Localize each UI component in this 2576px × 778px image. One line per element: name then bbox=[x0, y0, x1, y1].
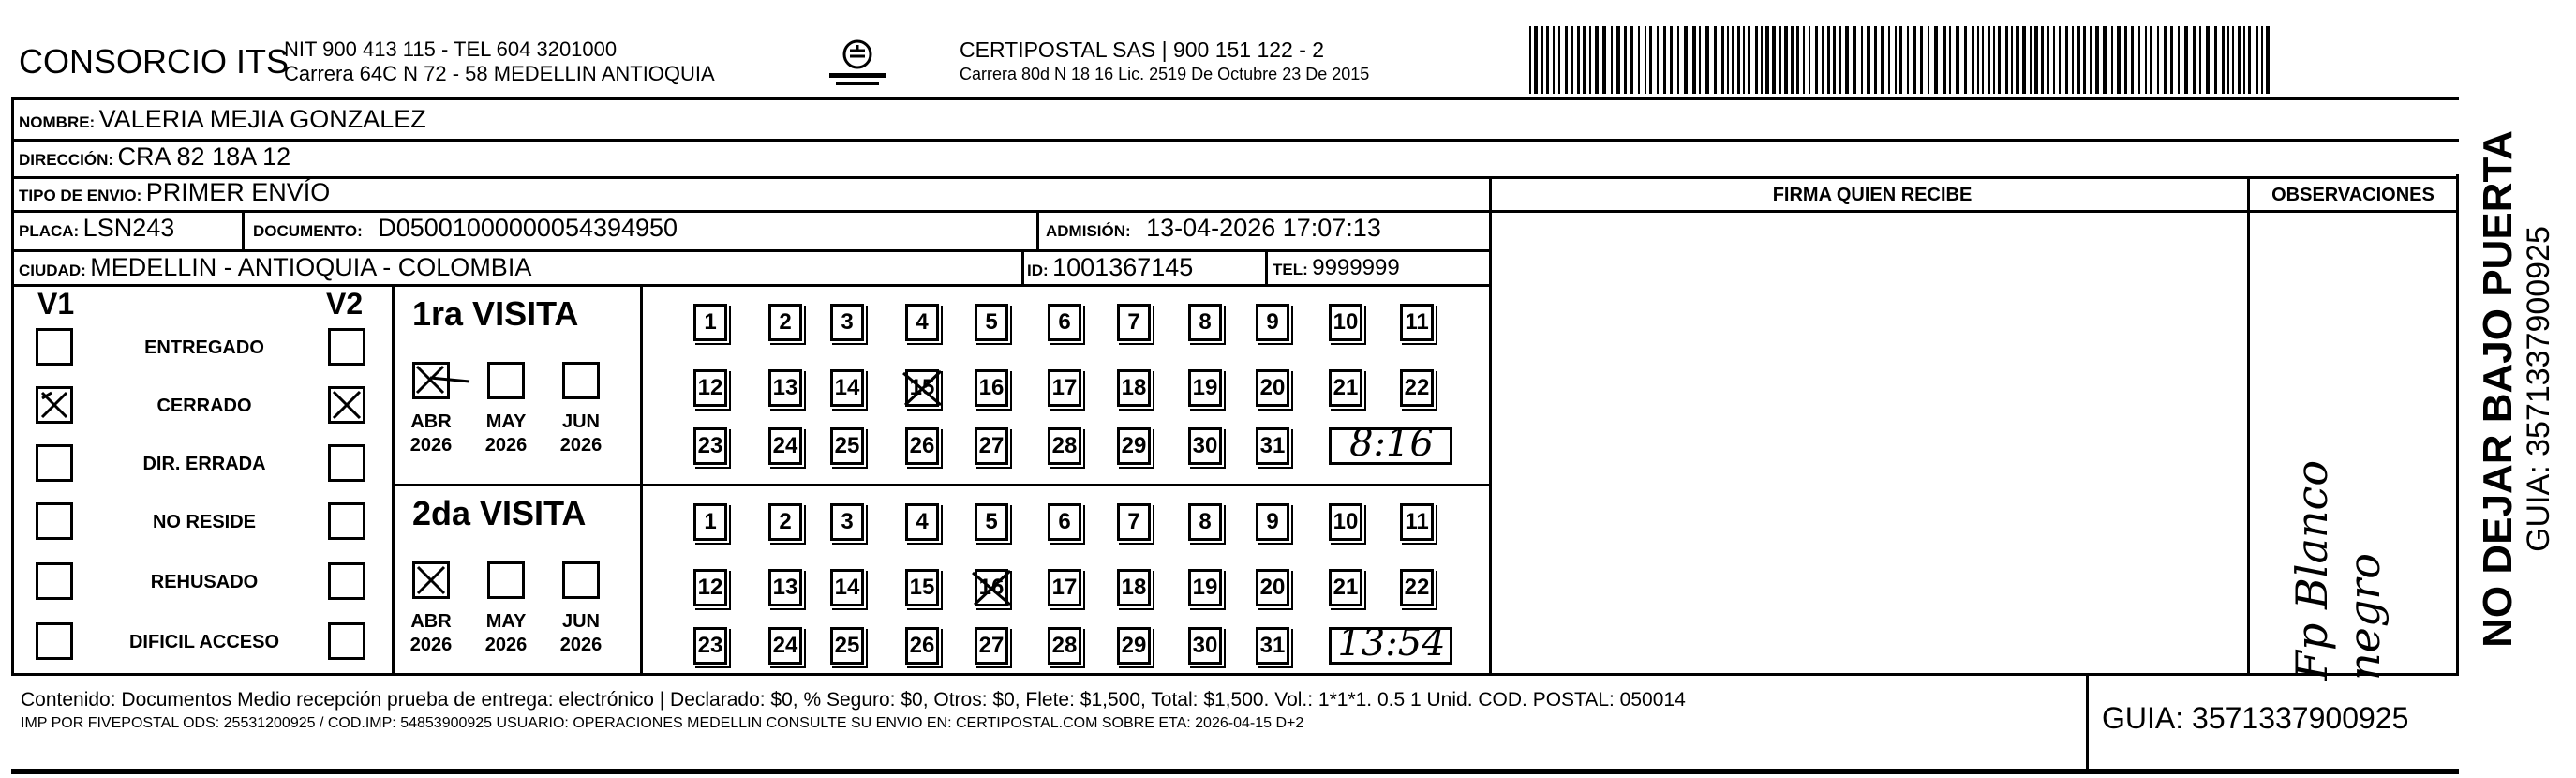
v2-checkbox[interactable] bbox=[328, 502, 365, 540]
v2-header: V2 bbox=[326, 287, 364, 321]
v2-checkbox[interactable] bbox=[328, 444, 365, 482]
barcode-bar bbox=[2059, 26, 2061, 94]
barcode-bar bbox=[1755, 26, 1758, 94]
v1-checkbox[interactable] bbox=[36, 444, 73, 482]
day-box[interactable]: 30 bbox=[1188, 627, 1222, 665]
day-box[interactable]: 21 bbox=[1329, 569, 1362, 606]
barcode-bar bbox=[1928, 26, 1929, 94]
barcode-bar bbox=[1583, 26, 1586, 94]
month-checkbox[interactable] bbox=[412, 362, 450, 399]
barcode-bar bbox=[1822, 26, 1824, 94]
barcode-bar bbox=[1853, 26, 1856, 94]
barcode-bar bbox=[1589, 26, 1591, 94]
barcode-bar bbox=[2238, 26, 2241, 94]
barcode-bar bbox=[1705, 26, 1709, 94]
day-box[interactable]: 2 bbox=[768, 304, 802, 341]
status-label: DIFICIL ACCESO bbox=[128, 632, 279, 652]
day-box[interactable]: 10 bbox=[1329, 304, 1362, 341]
barcode-bar bbox=[1949, 26, 1951, 94]
day-box[interactable]: 8 bbox=[1188, 503, 1222, 541]
barcode-bar bbox=[1553, 26, 1555, 94]
visit-time: 8:16 bbox=[1349, 422, 1434, 465]
month-label: MAY 2026 bbox=[484, 411, 528, 456]
day-box[interactable]: 2 bbox=[768, 503, 802, 541]
v2-checkbox[interactable] bbox=[328, 328, 365, 366]
day-box[interactable]: 18 bbox=[1117, 369, 1151, 407]
barcode-bar bbox=[1809, 26, 1810, 94]
day-box[interactable]: 3 bbox=[830, 503, 864, 541]
barcode-bar bbox=[2266, 26, 2270, 94]
side-text bbox=[2464, 112, 2568, 666]
barcode-bar bbox=[1998, 26, 2001, 94]
ciudad-cell bbox=[19, 253, 531, 282]
day-cross-mark bbox=[898, 367, 946, 413]
day-box[interactable]: 19 bbox=[1188, 569, 1222, 606]
tipo-envio-row bbox=[19, 178, 330, 207]
day-box[interactable]: 18 bbox=[1117, 569, 1151, 606]
day-box[interactable]: 26 bbox=[905, 627, 939, 665]
day-box[interactable]: 7 bbox=[1117, 503, 1151, 541]
company-name: CONSORCIO ITS bbox=[19, 42, 290, 81]
barcode-bar bbox=[1737, 26, 1740, 94]
day-box[interactable]: 3 bbox=[830, 304, 864, 341]
barcode-bar bbox=[1833, 26, 1836, 94]
visit-title: 2da VISITA bbox=[412, 494, 587, 532]
day-box[interactable]: 12 bbox=[693, 369, 727, 407]
carrier-address: Carrera 80d N 18 16 Lic. 2519 De Octubre 23 De 2015 bbox=[960, 65, 1370, 83]
barcode-bar bbox=[2090, 26, 2092, 94]
status-label: DIR. ERRADA bbox=[142, 454, 266, 474]
day-box[interactable]: 9 bbox=[1256, 304, 1289, 341]
day-box[interactable]: 22 bbox=[1400, 569, 1434, 606]
month-label: JUN 2026 bbox=[559, 611, 603, 655]
barcode-bar bbox=[1861, 26, 1863, 94]
barcode-bar bbox=[1796, 26, 1799, 94]
barcode-bar bbox=[1943, 26, 1946, 94]
month-label: JUN 2026 bbox=[559, 411, 603, 456]
status-label: ENTREGADO bbox=[144, 337, 264, 358]
day-box[interactable]: 24 bbox=[768, 627, 802, 665]
placa-label: PLACA: bbox=[19, 222, 80, 240]
admision-label: ADMISIÓN: bbox=[1046, 222, 1131, 240]
barcode-bar bbox=[1602, 26, 1606, 94]
barcode-bar bbox=[2232, 26, 2234, 94]
status-label: NO RESIDE bbox=[152, 512, 257, 532]
barcode-bar bbox=[1964, 26, 1967, 94]
barcode-bar bbox=[1956, 26, 1959, 94]
barcode-bar bbox=[1772, 26, 1776, 94]
v1-checkbox[interactable] bbox=[36, 562, 73, 600]
observation-handwriting bbox=[2254, 375, 2441, 681]
day-box[interactable]: 11 bbox=[1400, 304, 1434, 341]
barcode-bar bbox=[1645, 26, 1646, 94]
barcode-bar bbox=[2145, 26, 2147, 94]
barcode bbox=[1526, 26, 2275, 94]
barcode-bar bbox=[2150, 26, 2152, 94]
day-box[interactable]: 17 bbox=[1048, 569, 1081, 606]
barcode-bar bbox=[1845, 26, 1849, 94]
direccion-label: DIRECCIÓN: bbox=[19, 151, 114, 169]
barcode-bar bbox=[2077, 26, 2080, 94]
day-box[interactable]: 10 bbox=[1329, 503, 1362, 541]
month-label: MAY 2026 bbox=[484, 611, 528, 655]
month-checkbox[interactable] bbox=[562, 561, 600, 599]
day-box[interactable]: 15 bbox=[905, 369, 939, 407]
barcode-bar bbox=[2131, 26, 2134, 94]
barcode-bar bbox=[2005, 26, 2008, 94]
direccion-value: CRA 82 18A 12 bbox=[117, 142, 291, 171]
barcode-bar bbox=[1899, 26, 1902, 94]
v1-checkbox[interactable] bbox=[36, 502, 73, 540]
barcode-bar bbox=[2193, 26, 2196, 94]
day-box[interactable]: 12 bbox=[693, 569, 727, 606]
barcode-bar bbox=[1684, 26, 1688, 94]
barcode-bar bbox=[2065, 26, 2068, 94]
barcode-bar bbox=[1934, 26, 1938, 94]
barcode-bar bbox=[2103, 26, 2107, 94]
barcode-bar bbox=[1649, 26, 1652, 94]
month-label: ABR 2026 bbox=[409, 411, 453, 456]
day-box[interactable]: 11 bbox=[1400, 503, 1434, 541]
tipo-envio-label: TIPO DE ENVIO: bbox=[19, 187, 142, 204]
barcode-bar bbox=[1714, 26, 1717, 94]
day-box[interactable]: 1 bbox=[693, 503, 727, 541]
v1-checkbox[interactable] bbox=[36, 622, 73, 660]
barcode-bar bbox=[2164, 26, 2167, 94]
day-box[interactable]: 6 bbox=[1048, 503, 1081, 541]
barcode-bar bbox=[2206, 26, 2210, 94]
footer-guia: GUIA: 3571337900925 bbox=[2102, 701, 2409, 735]
v2-checkbox[interactable] bbox=[328, 622, 365, 660]
day-box[interactable]: 20 bbox=[1256, 369, 1289, 407]
barcode-bar bbox=[2199, 26, 2201, 94]
barcode-bar bbox=[1630, 26, 1633, 94]
footer-line2: IMP POR FIVEPOSTAL ODS: 25531200925 / COD.IMP: 54853900925 USUARIO: OPERACIONES MEDELLIN CONSULTE SU ENVIO EN: CERTIPOSTAL.COM SOBRE ETA: 2026-04-15 D+2 bbox=[21, 715, 1304, 731]
month-label: ABR 2026 bbox=[409, 611, 453, 655]
company-nit: NIT 900 413 115 - TEL 604 3201000 bbox=[284, 37, 618, 61]
barcode-bar bbox=[2178, 26, 2180, 94]
status-label: CERRADO bbox=[156, 396, 252, 416]
barcode-bar bbox=[2111, 26, 2113, 94]
day-box[interactable]: 5 bbox=[975, 304, 1008, 341]
month-checkbox[interactable] bbox=[562, 362, 600, 399]
barcode-bar bbox=[1721, 26, 1724, 94]
day-box[interactable]: 21 bbox=[1329, 369, 1362, 407]
barcode-bar bbox=[2047, 26, 2049, 94]
barcode-bar bbox=[1982, 26, 1984, 94]
day-box[interactable]: 31 bbox=[1256, 627, 1289, 665]
visit-title: 1ra VISITA bbox=[412, 294, 579, 333]
barcode-bar bbox=[2124, 26, 2127, 94]
footer-line1: Contenido: Documentos Medio recepción prueba de entrega: electrónico | Declarado: $0, % Seguro: $0, Otros: $0, Flete: $1,500, Total: $1,500. Vol.: 1*1*1. 0.5 1 Unid. COD. POSTAL: 050014 bbox=[21, 689, 1686, 711]
barcode-bar bbox=[1779, 26, 1781, 94]
status-label: REHUSADO bbox=[150, 572, 259, 592]
side-guia: GUIA: 3571337900925 bbox=[2521, 226, 2556, 552]
day-box[interactable]: 28 bbox=[1048, 627, 1081, 665]
barcode-bar bbox=[1839, 26, 1841, 94]
day-box[interactable]: 16 bbox=[975, 369, 1008, 407]
day-box[interactable]: 27 bbox=[975, 427, 1008, 465]
documento-cell bbox=[253, 214, 678, 243]
day-box[interactable]: 22 bbox=[1400, 369, 1434, 407]
barcode-bar bbox=[1541, 26, 1543, 94]
documento-label: DOCUMENTO: bbox=[253, 222, 363, 240]
barcode-bar bbox=[2117, 26, 2121, 94]
day-box[interactable]: 29 bbox=[1117, 427, 1151, 465]
day-box[interactable]: 14 bbox=[830, 369, 864, 407]
barcode-bar bbox=[1765, 26, 1769, 94]
barcode-bar bbox=[1977, 26, 1979, 94]
day-box[interactable]: 24 bbox=[768, 427, 802, 465]
day-box[interactable]: 23 bbox=[693, 427, 727, 465]
barcode-bar bbox=[2214, 26, 2217, 94]
admision-cell bbox=[1046, 214, 1381, 243]
barcode-bar bbox=[2261, 26, 2263, 94]
barcode-bar bbox=[1611, 26, 1613, 94]
day-cross-mark bbox=[967, 567, 1016, 613]
v2-checkbox[interactable] bbox=[328, 386, 365, 424]
barcode-bar bbox=[2138, 26, 2140, 94]
barcode-bar bbox=[1920, 26, 1923, 94]
day-box[interactable]: 23 bbox=[693, 627, 727, 665]
barcode-bar bbox=[1595, 26, 1599, 94]
barcode-bar bbox=[1670, 26, 1673, 94]
tel-cell bbox=[1273, 255, 1400, 281]
barcode-bar bbox=[2095, 26, 2099, 94]
barcode-bar bbox=[1534, 26, 1538, 94]
barcode-bar bbox=[2170, 26, 2173, 94]
day-box[interactable]: 9 bbox=[1256, 503, 1289, 541]
barcode-bar bbox=[1803, 26, 1805, 94]
day-box[interactable]: 25 bbox=[830, 627, 864, 665]
day-box[interactable]: 25 bbox=[830, 427, 864, 465]
barcode-bar bbox=[1827, 26, 1830, 94]
ciudad-value: MEDELLIN - ANTIOQUIA - COLOMBIA bbox=[90, 253, 532, 281]
barcode-bar bbox=[1571, 26, 1573, 94]
barcode-bar bbox=[2243, 26, 2245, 94]
ciudad-label: CIUDAD: bbox=[19, 262, 86, 279]
day-box[interactable]: 7 bbox=[1117, 304, 1151, 341]
day-box[interactable]: 13 bbox=[768, 569, 802, 606]
placa-value: LSN243 bbox=[82, 214, 175, 242]
barcode-bar bbox=[1624, 26, 1627, 94]
barcode-bar bbox=[1743, 26, 1745, 94]
barcode-bar bbox=[1972, 26, 1974, 94]
month-checkbox[interactable] bbox=[487, 362, 525, 399]
day-box[interactable]: 13 bbox=[768, 369, 802, 407]
observaciones-header: OBSERVACIONES bbox=[2271, 185, 2435, 205]
barcode-bar bbox=[1867, 26, 1870, 94]
v1-header: V1 bbox=[37, 287, 75, 321]
barcode-bar bbox=[1663, 26, 1666, 94]
v1-checkbox[interactable] bbox=[36, 386, 73, 424]
firma-header: FIRMA QUIEN RECIBE bbox=[1772, 185, 1973, 205]
barcode-bar bbox=[1888, 26, 1890, 94]
day-box[interactable]: 28 bbox=[1048, 427, 1081, 465]
month-checkbox[interactable] bbox=[412, 561, 450, 599]
id-cell bbox=[1027, 253, 1193, 282]
barcode-bar bbox=[1815, 26, 1818, 94]
day-box[interactable]: 30 bbox=[1188, 427, 1222, 465]
barcode-bar bbox=[1895, 26, 1897, 94]
barcode-bar bbox=[1993, 26, 1995, 94]
tel-value: 9999999 bbox=[1312, 255, 1400, 280]
day-box[interactable]: 1 bbox=[693, 304, 727, 341]
tel-label: TEL: bbox=[1273, 261, 1308, 278]
nombre-value: VALERIA MEJIA GONZALEZ bbox=[98, 105, 426, 133]
barcode-bar bbox=[1577, 26, 1580, 94]
carrier-name: CERTIPOSTAL SAS | 900 151 122 - 2 bbox=[960, 37, 1325, 62]
documento-value: D05001000000054394950 bbox=[378, 214, 678, 242]
direccion-row bbox=[19, 142, 290, 172]
day-box[interactable]: 6 bbox=[1048, 304, 1081, 341]
id-label: ID: bbox=[1027, 262, 1049, 279]
barcode-bar bbox=[2184, 26, 2188, 94]
barcode-bar bbox=[1913, 26, 1916, 94]
month-checkbox[interactable] bbox=[487, 561, 525, 599]
barcode-bar bbox=[1657, 26, 1659, 94]
day-box[interactable]: 16 bbox=[975, 569, 1008, 606]
barcode-bar bbox=[2256, 26, 2258, 94]
barcode-bar bbox=[2011, 26, 2013, 94]
barcode-bar bbox=[2022, 26, 2026, 94]
observation-text: Fp Blanco negro bbox=[2286, 459, 2390, 681]
barcode-bar bbox=[1988, 26, 1990, 94]
barcode-bar bbox=[1784, 26, 1788, 94]
day-box[interactable]: 4 bbox=[905, 304, 939, 341]
barcode-bar bbox=[1727, 26, 1729, 94]
barcode-bar bbox=[1565, 26, 1568, 94]
day-box[interactable]: 27 bbox=[975, 627, 1008, 665]
day-box[interactable]: 8 bbox=[1188, 304, 1222, 341]
v1-checkbox[interactable] bbox=[36, 328, 73, 366]
day-box[interactable]: 15 bbox=[905, 569, 939, 606]
barcode-bar bbox=[1732, 26, 1734, 94]
barcode-bar bbox=[1638, 26, 1640, 94]
placa-cell bbox=[19, 214, 174, 243]
barcode-bar bbox=[2053, 26, 2055, 94]
nombre-row bbox=[19, 105, 426, 134]
barcode-bar bbox=[1616, 26, 1620, 94]
barcode-bar bbox=[2083, 26, 2086, 94]
admision-value: 13-04-2026 17:07:13 bbox=[1146, 214, 1381, 242]
barcode-bar bbox=[1907, 26, 1909, 94]
barcode-bar bbox=[1558, 26, 1560, 94]
day-box[interactable]: 26 bbox=[905, 427, 939, 465]
barcode-bar bbox=[2222, 26, 2225, 94]
day-box[interactable]: 14 bbox=[830, 569, 864, 606]
barcode-bar bbox=[1874, 26, 1877, 94]
day-box[interactable]: 17 bbox=[1048, 369, 1081, 407]
day-box[interactable]: 29 bbox=[1117, 627, 1151, 665]
visit-time: 13:54 bbox=[1337, 621, 1446, 665]
barcode-bar bbox=[2248, 26, 2251, 94]
day-box[interactable]: 20 bbox=[1256, 569, 1289, 606]
barcode-bar bbox=[1699, 26, 1701, 94]
day-box[interactable]: 5 bbox=[975, 503, 1008, 541]
barcode-bar bbox=[2034, 26, 2038, 94]
barcode-bar bbox=[2227, 26, 2229, 94]
day-box[interactable]: 19 bbox=[1188, 369, 1222, 407]
day-box[interactable]: 4 bbox=[905, 503, 939, 541]
barcode-bar bbox=[1529, 26, 1531, 94]
barcode-bar bbox=[1692, 26, 1696, 94]
barcode-bar bbox=[1546, 26, 1549, 94]
barcode-bar bbox=[1761, 26, 1763, 94]
barcode-bar bbox=[2041, 26, 2044, 94]
barcode-bar bbox=[2072, 26, 2074, 94]
v2-checkbox[interactable] bbox=[328, 562, 365, 600]
id-value: 1001367145 bbox=[1052, 253, 1194, 281]
company-address: Carrera 64C N 72 - 58 MEDELLIN ANTIOQUIA bbox=[284, 62, 715, 85]
certipostal-logo-icon bbox=[825, 36, 890, 92]
barcode-bar bbox=[1677, 26, 1679, 94]
tipo-envio-value: PRIMER ENVÍO bbox=[145, 178, 331, 206]
day-box[interactable]: 31 bbox=[1256, 427, 1289, 465]
barcode-bar bbox=[2157, 26, 2159, 94]
barcode-bar bbox=[1791, 26, 1794, 94]
barcode-bar bbox=[2030, 26, 2032, 94]
barcode-bar bbox=[1748, 26, 1750, 94]
barcode-bar bbox=[2016, 26, 2019, 94]
no-dejar-warning: NO DEJAR BAJO PUERTA bbox=[2475, 130, 2521, 648]
nombre-label: NOMBRE: bbox=[19, 113, 96, 131]
barcode-bar bbox=[1881, 26, 1884, 94]
